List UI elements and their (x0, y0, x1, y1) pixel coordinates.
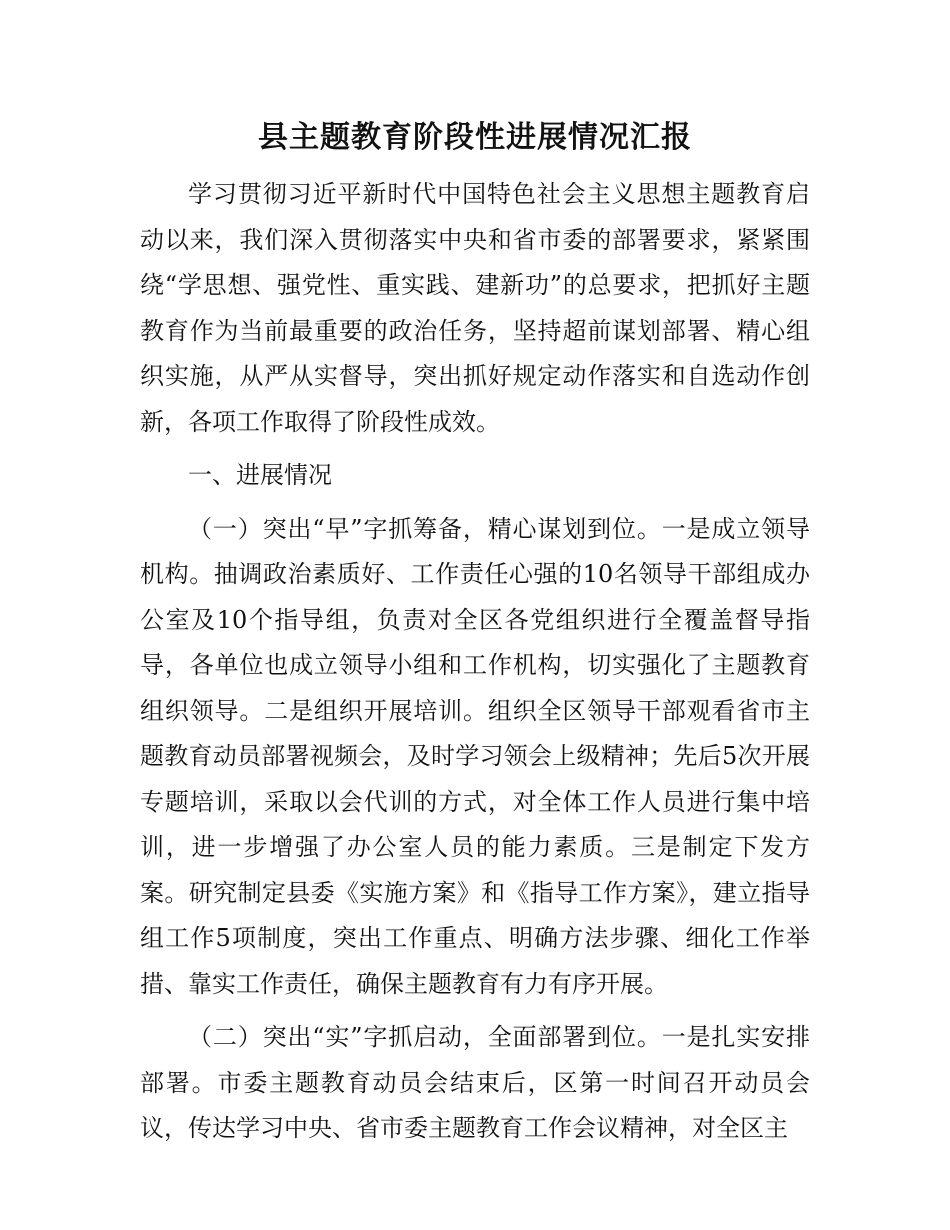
document-page (140, 118, 810, 1152)
paragraph-launch: （二）突出“实”字抓启动，全面部署到位。一是扎实安排部署。市委主题教育动员会结束后，区第一时间召开动员会议，传达学习中央、省市委主题教育工作会议精神，对全区主 (140, 1023, 810, 1142)
document-title: 县主题教育阶段性进展情况汇报 (258, 120, 692, 155)
paragraph-preparation: （一）突出“早”字抓筹备，精心谋划到位。一是成立领导机构。抽调政治素质好、工作责任心强的10名领导干部组成办公室及10个指导组，负责对全区各党组织进行全覆盖督导指导，各单位也成立领导小组和工作机构，切实强化了主题教育组织领导。二是组织开展培训。组织全区领导干部观看省市主题教育动员部署视频会，及时学习领会上级精神；先后5次开展专题培训，采取以会代训的方式，对全体工作人员进行集中培训，进一步增强了办公室人员的能力素质。三是制定下发方案。研究制定县委《实施方案》和《指导工作方案》，建立指导组工作5项制度，突出工作重点、明确方法步骤、细化工作举措、靠实工作责任，确保主题教育有力有序开展。 (140, 514, 810, 998)
intro-paragraph: 学习贯彻习近平新时代中国特色社会主义思想主题教育启动以来，我们深入贯彻落实中央和省市委的部署要求，紧紧围绕“学思想、强党性、重实践、建新功”的总要求，把抓好主题教育作为当前最重要的政治任务，坚持超前谋划部署、精心组织实施，从严从实督导，突出抓好规定动作落实和自选动作创新，各项工作取得了阶段性成效。 (140, 180, 810, 436)
section-heading-progress: 一、进展情况 (188, 461, 332, 489)
